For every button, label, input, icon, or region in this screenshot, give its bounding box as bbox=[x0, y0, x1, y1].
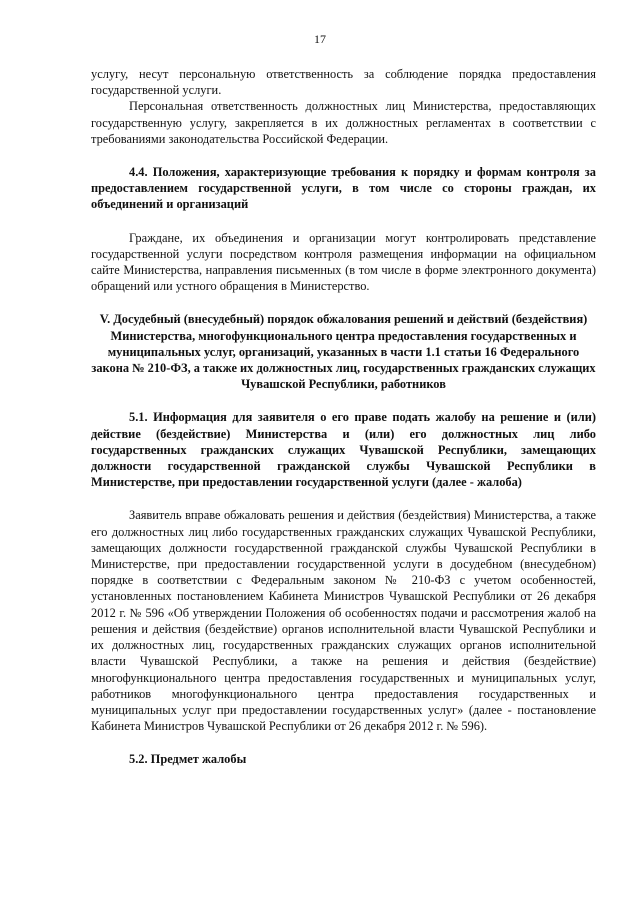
paragraph-responsibility: Персональная ответственность должностных лиц Министерства, предоставляющих государственную услугу, закрепляется в их должностных регламентах в соответствии с требованиями законодательства Российской Федерации. bbox=[91, 99, 596, 146]
document-body bbox=[91, 66, 596, 768]
section-heading-5-1: 5.1. Информация для заявителя о его праве подать жалобу на решение и (или) действие (бездействие) Министерства и (или) его должностных лиц либо государственных гражданских служащих Чувашской Республики, замещающих должности государственной гражданской службы Чувашской Республики в Министерстве, при предоставлении государственной услуги (далее - жалоба) bbox=[91, 410, 596, 490]
section-heading-4-4: 4.4. Положения, характеризующие требования к порядку и формам контроля за предоставлением государственной услуги, в том числе со стороны граждан, их объединений и организаций bbox=[91, 165, 596, 212]
section-heading-5-2: 5.2. Предмет жалобы bbox=[129, 752, 247, 767]
chapter-heading-v: V. Досудебный (внесудебный) порядок обжалования решений и действий (бездействия) Министерства, многофункционального центра предоставления государственных и муниципальных услуг, организаций, указанных в части 1.1 статьи 16 Федерального закона № 210-ФЗ, а также их должностных лиц, государственных гражданских служащих Чувашской Республики, работников bbox=[91, 312, 596, 392]
paragraph-continuation: услугу, несут персональную ответственность за соблюдение порядка предоставления государственной услуги. bbox=[91, 67, 596, 98]
paragraph-citizens-control: Граждане, их объединения и организации могут контролировать представление государственной услуги посредством контроля размещения информации на официальном сайте Министерства, направления письменных (в том числе в форме электронного документа) обращений или устного обращения в Министерство. bbox=[91, 230, 596, 294]
paragraph-appeal-right: Заявитель вправе обжаловать решения и действия (бездействия) Министерства, а также его должностных лиц либо государственных гражданских служащих Чувашской Республики, замещающих должности государственной гражданской службы Чувашской Республики в Министерстве, при предоставлении государственной услуги в досудебном (внесудебном) порядке в соответствии с Федеральным законом № 210-ФЗ с учетом особенностей, установленных постановлением Кабинета Министров Чувашской Республики от 26 декабря 2012 г. № 596 «Об утверждении Положения об особенностях подачи и рассмотрения жалоб на решения и действия (бездействие) органов исполнительной власти Чувашской Республики и их должностных лиц, государственных гражданских служащих органов исполнительной власти Чувашской Республики, а также на решения и действия (бездействие) многофункционального центра предоставления государственных и муниципальных услуг, работников многофункционального центра предоставления государственных и муниципальных услуг при предоставлении государственных услуг» (далее - постановление Кабинета Министров Чувашской Республики от 26 декабря 2012 г. № 596). bbox=[91, 508, 596, 734]
page-number: 17 bbox=[314, 32, 326, 46]
